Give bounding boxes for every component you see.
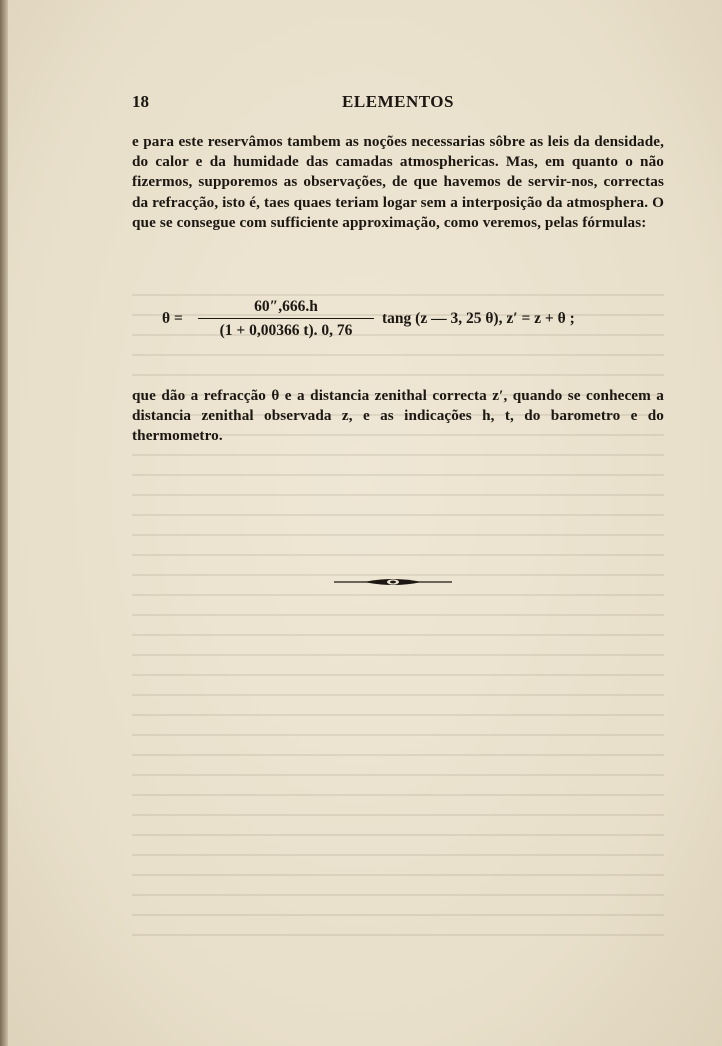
page-spine-shadow [0,0,8,1046]
formula-denominator: (1 + 0,00366 t). 0, 76 [219,322,353,339]
refraction-formula [162,296,662,346]
page-header [132,92,664,116]
paragraph-2: que dão a refracção θ e a distancia zenithal correcta z′, quando se conhecem a distancia zenithal observada z, e as indicações h, t, do barometro e do thermometro. [132,387,664,445]
formula-fraction [198,296,374,341]
formula-lhs: θ = [162,310,183,327]
formula-numerator: 60″,666.h [254,298,318,315]
formula-rhs: tang (z — 3, 25 θ), z′ = z + θ ; [382,310,575,327]
running-title: ELEMENTOS [342,92,454,111]
page-number: 18 [132,92,149,111]
show-through-texture [132,280,664,940]
paragraph-1: e para este reservâmos tambem as noções necessarias sôbre as leis da densidade, do calor e da humidade das camadas atmosphericas. Mas, em quanto o não fizermos, supporemos as observações, de que havemos de servir-nos, correctas da refracção, isto é, taes quaes teriam logar sem a interposição da atmosphera. O que se consegue com sufficiente approximação, como veremos, pelas fórmulas: [132,133,664,231]
ornament-divider-icon [334,574,452,590]
